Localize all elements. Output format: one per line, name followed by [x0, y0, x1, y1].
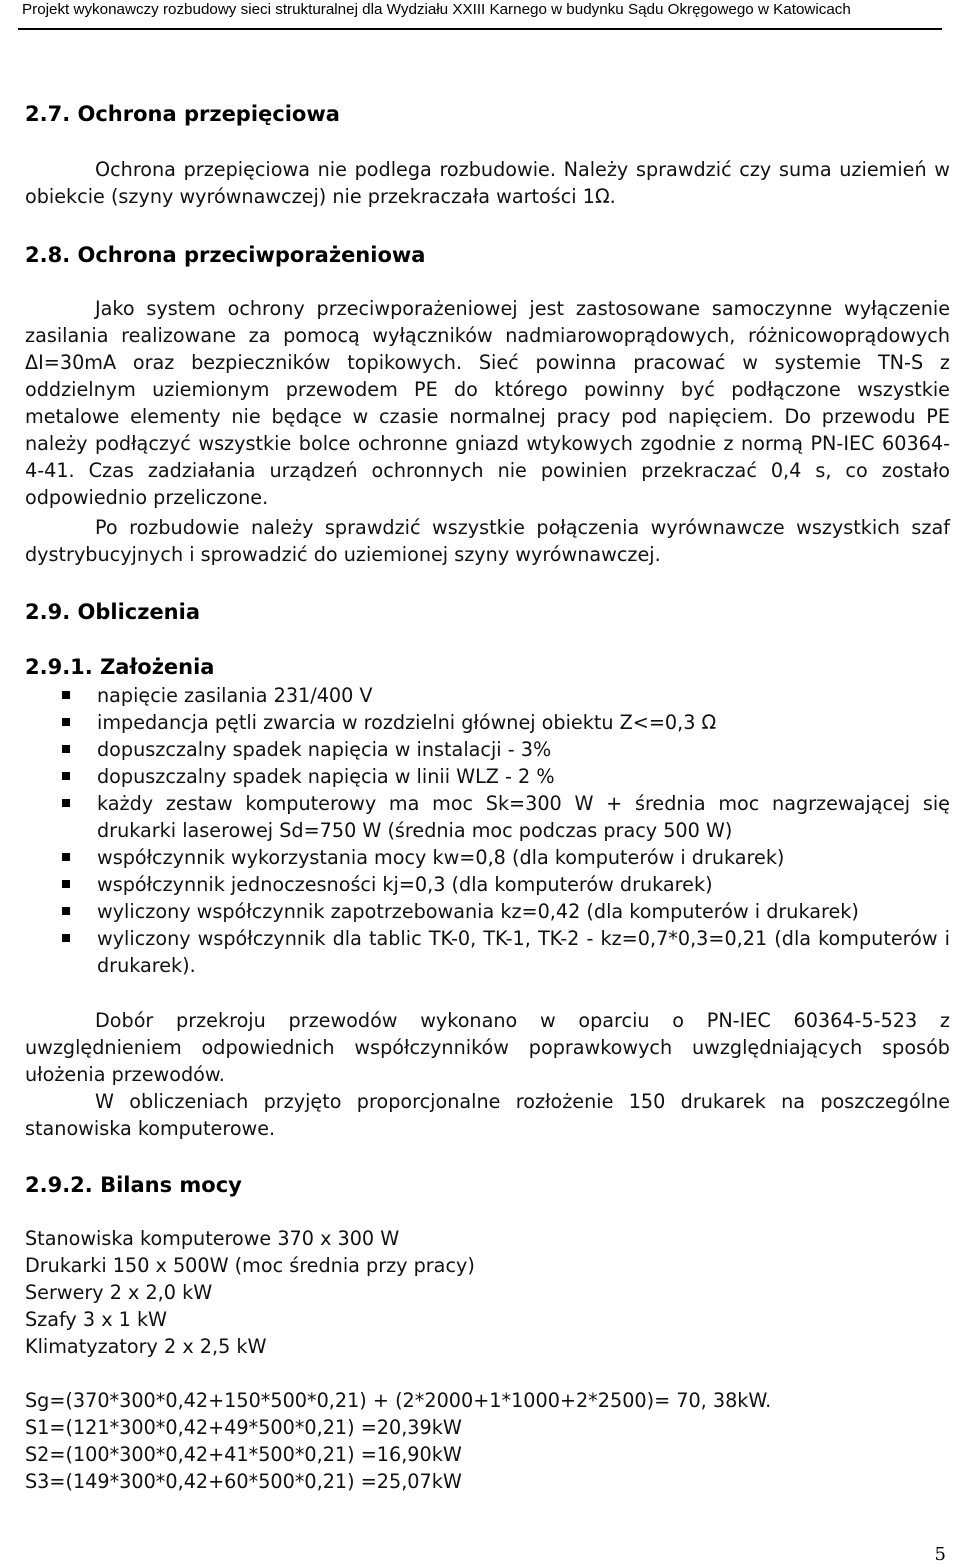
square-bullet-icon [62, 934, 70, 942]
paragraph-2-9-1-2-text: W obliczeniach przyjęto proporcjonalne rozłożenie 150 drukarek na poszczególne stanowiska komputerowe. [25, 1090, 950, 1140]
list-item: dopuszczalny spadek napięcia w linii WLZ - 2 % [25, 763, 950, 790]
paragraph-2-9-1-1 [25, 1007, 950, 1088]
square-bullet-icon [62, 718, 70, 726]
heading-2-9-1: 2.9.1. Założenia [25, 655, 215, 679]
list-item: dopuszczalny spadek napięcia w instalacji - 3% [25, 736, 950, 763]
list-item: współczynnik jednoczesności kj=0,3 (dla komputerów drukarek) [25, 871, 950, 898]
load-line: Drukarki 150 x 500W (moc średnia przy pracy) [25, 1254, 475, 1277]
paragraph-2-9-1-1-text: Dobór przekroju przewodów wykonano w oparciu o PN-IEC 60364-5-523 z uwzględnieniem odpowiednich współczynników poprawkowych uwzględniających sposób ułożenia przewodów. [25, 1009, 950, 1086]
list-item: impedancja pętli zwarcia w rozdzielni głównej obiektu Z<=0,3 Ω [25, 709, 950, 736]
paragraph-2-7-text: Ochrona przepięciowa nie podlega rozbudowie. Należy sprawdzić czy suma uziemień w obiekcie (szyny wyrównawczej) nie przekraczała wartości 1Ω. [25, 158, 950, 208]
paragraph-2-8-1 [25, 295, 950, 511]
list-item: każdy zestaw komputerowy ma moc Sk=300 W + średnia moc nagrzewającej się drukarki laserowej Sd=750 W (średnia moc podczas pracy 500 W) [25, 790, 950, 844]
list-item: wyliczony współczynnik dla tablic TK-0, TK-1, TK-2 - kz=0,7*0,3=0,21 (dla komputerów i drukarek). [25, 925, 950, 979]
square-bullet-icon [62, 745, 70, 753]
paragraph-2-8-1-text: Jako system ochrony przeciwporażeniowej jest zastosowane samoczynne wyłączenie zasilania realizowane za pomocą wyłączników nadmiarowoprądowych, różnicowoprądowych ΔI=30mA oraz bezpieczników topikowych. Sieć powinna pracować w systemie TN-S z oddzielnym uziemionym przewodem PE do którego powinny być podłączone wszystkie metalowe elementy nie będące w czasie normalnej pracy pod napięciem. Do przewodu PE należy podłączyć wszystkie bolce ochronne gniazd wtykowych zgodnie z normą PN-IEC 60364-4-41. Czas zadziałania urządzeń ochronnych nie powinien przekraczać 0,4 s, co zostało odpowiednio przeliczone. [25, 297, 950, 509]
load-line: Stanowiska komputerowe 370 x 300 W [25, 1227, 400, 1250]
heading-2-9: 2.9. Obliczenia [25, 600, 201, 624]
square-bullet-icon [62, 772, 70, 780]
formula-line: S1=(121*300*0,42+49*500*0,21) =20,39kW [25, 1416, 462, 1439]
heading-2-8: 2.8. Ochrona przeciwporażeniowa [25, 243, 426, 267]
paragraph-2-7 [25, 156, 950, 210]
list-item: napięcie zasilania 231/400 V [25, 682, 950, 709]
load-line: Serwery 2 x 2,0 kW [25, 1281, 213, 1304]
page-header [18, 0, 942, 30]
paragraph-2-9-1-2 [25, 1088, 950, 1142]
square-bullet-icon [62, 907, 70, 915]
square-bullet-icon [62, 853, 70, 861]
list-item: wyliczony współczynnik zapotrzebowania kz=0,42 (dla komputerów i drukarek) [25, 898, 950, 925]
load-line: Klimatyzatory 2 x 2,5 kW [25, 1335, 267, 1358]
heading-2-7: 2.7. Ochrona przepięciowa [25, 102, 340, 126]
formula-line: S2=(100*300*0,42+41*500*0,21) =16,90kW [25, 1443, 462, 1466]
paragraph-2-8-2-text: Po rozbudowie należy sprawdzić wszystkie połączenia wyrównawcze wszystkich szaf dystrybucyjnych i sprowadzić do uziemionej szyny wyrównawczej. [25, 516, 950, 566]
formula-line: Sg=(370*300*0,42+150*500*0,21) + (2*2000+1*1000+2*2500)= 70, 38kW. [25, 1389, 772, 1412]
header-text: Projekt wykonawczy rozbudowy sieci strukturalnej dla Wydziału XXIII Karnego w budynku Sądu Okręgowego w Katowicach [22, 1, 851, 18]
load-line: Szafy 3 x 1 kW [25, 1308, 168, 1331]
formula-line: S3=(149*300*0,42+60*500*0,21) =25,07kW [25, 1470, 462, 1493]
page-number: 5 [934, 1544, 946, 1565]
heading-2-9-2: 2.9.2. Bilans mocy [25, 1173, 242, 1197]
paragraph-2-8-2 [25, 514, 950, 568]
list-item: współczynnik wykorzystania mocy kw=0,8 (dla komputerów i drukarek) [25, 844, 950, 871]
assumptions-list [25, 682, 950, 979]
square-bullet-icon [62, 691, 70, 699]
square-bullet-icon [62, 880, 70, 888]
square-bullet-icon [62, 799, 70, 807]
